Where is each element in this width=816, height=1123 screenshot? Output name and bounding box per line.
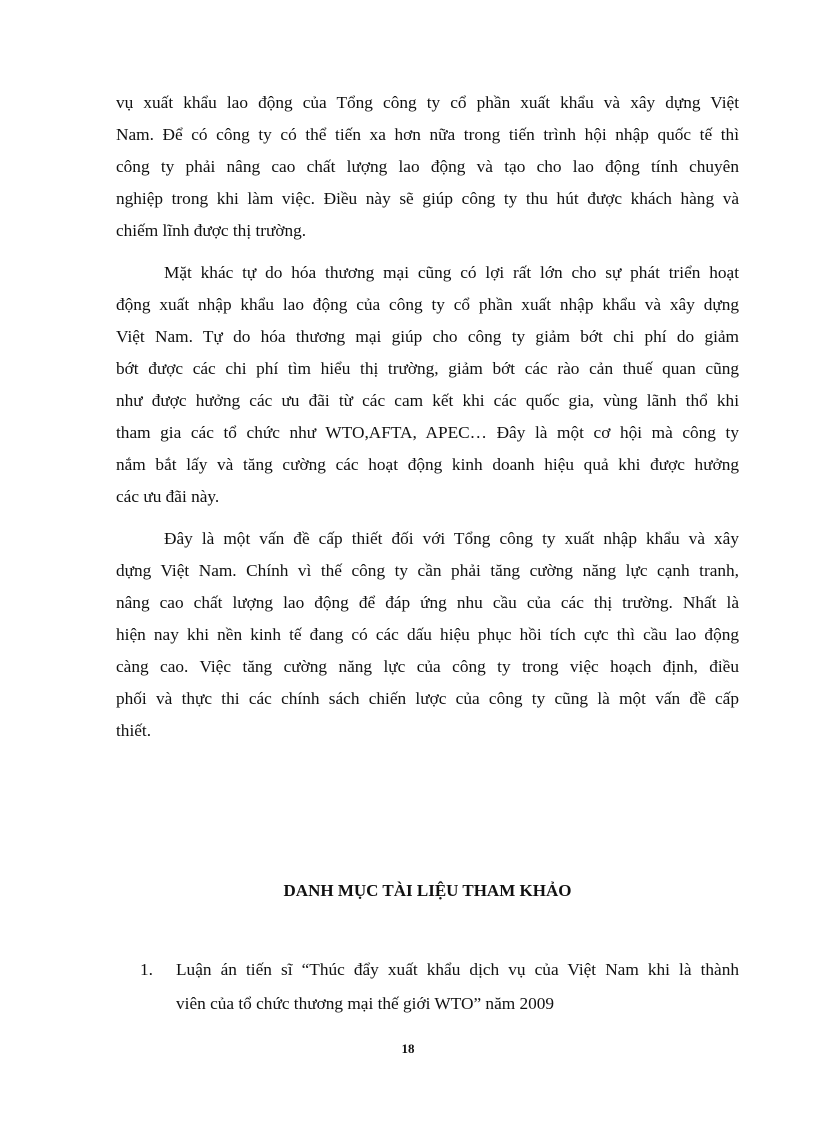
body-line: thiết.	[116, 721, 152, 740]
body-line: Đây là một vấn đề cấp thiết đối với Tổng công ty xuất nhập khẩu và xây	[164, 529, 739, 548]
body-line: hiện nay khi nền kinh tế đang có các dấu hiệu phục hồi tích cực thì cầu lao động	[116, 625, 739, 644]
body-line: vụ xuất khẩu lao động của Tổng công ty cổ phần xuất khẩu và xây dựng Việt	[116, 93, 739, 112]
page-number: 18	[401, 1041, 415, 1056]
body-line: tham gia các tổ chức như WTO,AFTA, APEC… Đây là một cơ hội mà công ty	[116, 423, 739, 442]
body-line: bớt được các chi phí tìm hiểu thị trường, giảm bớt các rào cản thuế quan cũng	[116, 359, 739, 378]
body-line: các ưu đãi này.	[116, 487, 220, 506]
body-line: nắm bắt lấy và tăng cường các hoạt động kinh doanh hiệu quả khi được hưởng	[116, 455, 739, 474]
body-line: động xuất nhập khẩu lao động của công ty cổ phần xuất nhập khẩu và xây dựng	[116, 295, 739, 314]
body-line: phối và thực thi các chính sách chiến lược của công ty cũng là một vấn đề cấp	[116, 689, 739, 708]
body-line: Nam. Để có công ty có thể tiến xa hơn nữa trong tiến trình hội nhập quốc tế thì	[116, 125, 739, 144]
body-line: nghiệp trong khi làm việc. Điều này sẽ giúp công ty thu hút được khách hàng và	[116, 189, 739, 208]
body-line: Mặt khác tự do hóa thương mại cũng có lợi rất lớn cho sự phát triển hoạt	[164, 263, 739, 282]
body-line: càng cao. Việc tăng cường năng lực của công ty trong việc hoạch định, điều	[116, 657, 739, 676]
reference-number: 1.	[140, 960, 153, 979]
body-line: Việt Nam. Tự do hóa thương mại giúp cho công ty giảm bớt chi phí do giảm	[116, 327, 739, 346]
references-heading: DANH MỤC TÀI LIỆU THAM KHẢO	[283, 881, 572, 900]
body-line: dựng Việt Nam. Chính vì thế công ty cần phải tăng cường năng lực cạnh tranh,	[116, 561, 739, 580]
body-line: công ty phải nâng cao chất lượng lao động và tạo cho lao động tính chuyên	[116, 157, 739, 176]
body-line: chiếm lĩnh được thị trường.	[116, 221, 307, 240]
reference-line: Luận án tiến sĩ “Thúc đẩy xuất khẩu dịch vụ của Việt Nam khi là thành	[176, 960, 739, 979]
reference-line: viên của tổ chức thương mại thế giới WTO” năm 2009	[176, 994, 555, 1013]
body-line: như được hưởng các ưu đãi từ các cam kết khi các quốc gia, vùng lãnh thổ khi	[116, 391, 739, 410]
body-line: nâng cao chất lượng lao động để đáp ứng nhu cầu của các thị trường. Nhất là	[116, 593, 739, 612]
